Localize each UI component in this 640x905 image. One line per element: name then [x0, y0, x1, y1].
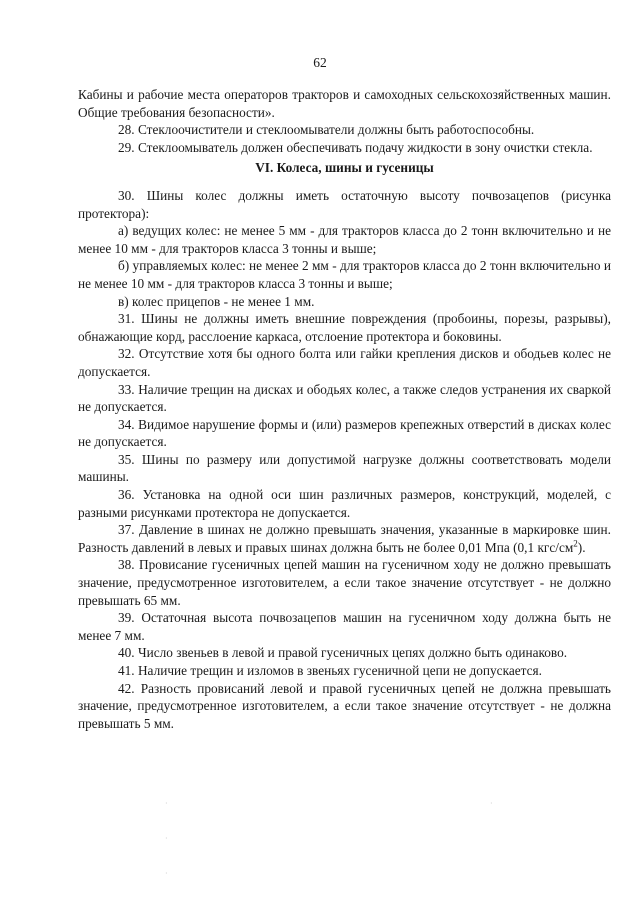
- paragraph-36: 36. Установка на одной оси шин различных размеров, конструкций, моделей, с разными рисунками протектора не допускается.: [78, 487, 611, 520]
- scan-speck: ·: [165, 869, 168, 878]
- paragraph-38: 38. Провисание гусеничных цепей машин на гусеничном ходу не должно превышать значение, предусмотренное изготовителем, а если такое значение отсутствует - не должно превышать 65 мм.: [78, 557, 611, 608]
- paragraph-continuation: Кабины и рабочие места операторов тракторов и самоходных сельскохозяйственных машин. Общие требования безопасности».: [78, 87, 611, 120]
- paragraph-28: 28. Стеклоочистители и стеклоомыватели должны быть работоспособны.: [118, 122, 535, 138]
- paragraph-31: 31. Шины не должны иметь внешние повреждения (пробоины, порезы, разрывы), обнажающие корд, расслоение каркаса, отслоение протектора и боковины.: [78, 311, 611, 344]
- paragraph-40: 40. Число звеньев в левой и правой гусеничных цепях должно быть одинаково.: [118, 645, 568, 661]
- paragraph-34: 34. Видимое нарушение формы и (или) размеров крепежных отверстий в дисках колес не допускается.: [78, 416, 611, 450]
- document-body: [78, 86, 611, 732]
- scan-speck: ·: [490, 799, 493, 808]
- paragraph-30a: а) ведущих колес: не менее 5 мм - для тракторов класса до 2 тонн включительно и не менее 10 мм - для тракторов класса 3 тонны и выше;: [78, 223, 611, 256]
- page-number: 62: [313, 55, 327, 70]
- paragraph-32: 32. Отсутствие хотя бы одного болта или гайки крепления дисков и ободьев колес не допускается.: [78, 346, 611, 379]
- scan-speck: ·: [165, 834, 168, 843]
- paragraph-41: 41. Наличие трещин и изломов в звеньях гусеничной цепи не допускается.: [118, 663, 542, 678]
- paragraph-30: 30. Шины колес должны иметь остаточную высоту почвозацепов (рисунка протектора):: [78, 187, 611, 221]
- paragraph-42: 42. Разность провисаний левой и правой гусеничных цепей не должна превышать значение, предусмотренное изготовителем, а если такое значение отсутствует - не должна превышать 5 мм.: [78, 680, 611, 731]
- paragraph-39: 39. Остаточная высота почвозацепов машин на гусеничном ходу должна быть не менее 7 мм.: [78, 610, 611, 643]
- paragraph-29: 29. Стеклоомыватель должен обеспечивать подачу жидкости в зону очистки стекла.: [118, 139, 593, 155]
- scan-speck: ·: [165, 799, 168, 808]
- paragraph-37-superscript: 2: [573, 538, 578, 549]
- paragraph-33: 33. Наличие трещин на дисках и ободьях колес, а также следов устранения их сваркой не допускается.: [78, 381, 611, 415]
- paragraph-37: [78, 521, 611, 556]
- paragraph-35: 35. Шины по размеру или допустимой нагрузке должны соответствовать модели машины.: [78, 451, 611, 485]
- section-title: VI. Колеса, шины и гусеницы: [255, 160, 434, 176]
- paragraph-30b: б) управляемых колес: не менее 2 мм - для тракторов класса до 2 тонн включительно и не менее 10 мм - для тракторов класса 3 тонны и выше;: [78, 258, 611, 291]
- paragraph-37-suffix: ).: [577, 539, 586, 555]
- paragraph-30c: в) колес прицепов - не менее 1 мм.: [118, 293, 315, 309]
- paragraph-37-text: 37. Давление в шинах не должно превышать значения, указанные в маркировке шин. Разность давлений в левых и правых шинах должна быть не более 0,01 Мпа (0,1 кгс/см: [78, 522, 611, 555]
